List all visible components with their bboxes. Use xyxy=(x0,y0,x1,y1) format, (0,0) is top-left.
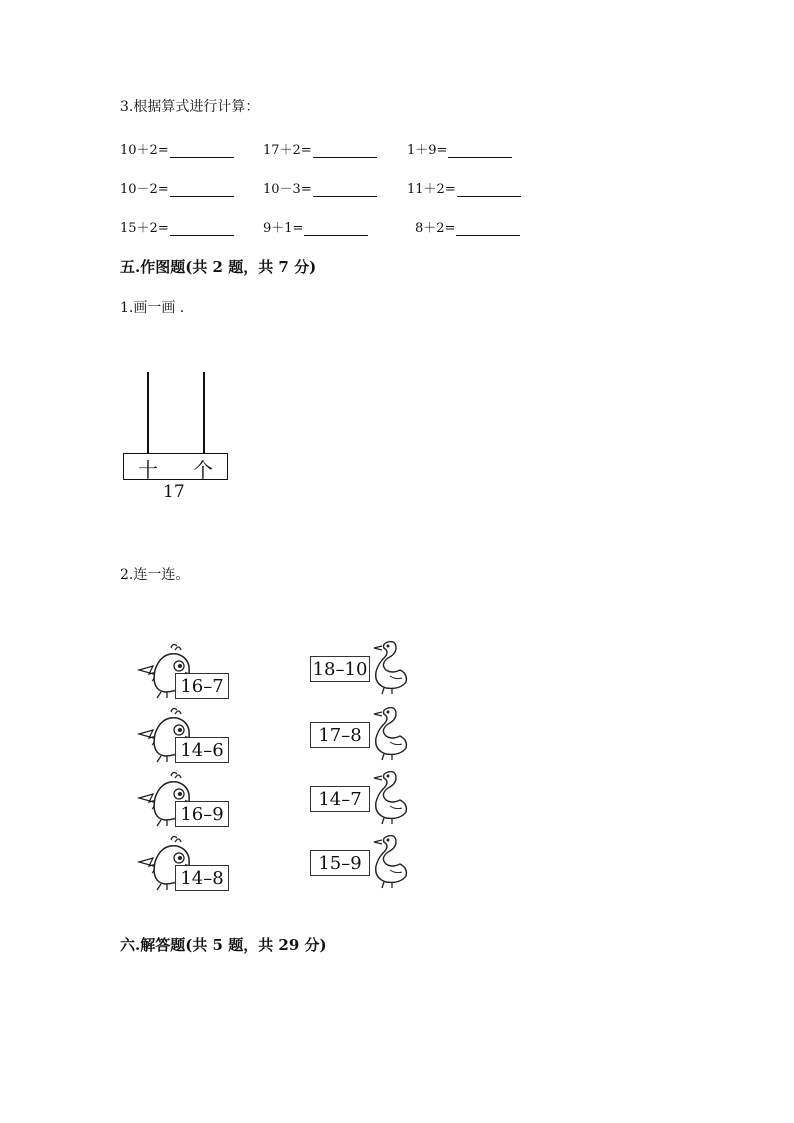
equation xyxy=(120,178,234,197)
abacus-number: 17 xyxy=(163,482,185,502)
answer-blank[interactable] xyxy=(170,223,234,236)
equation xyxy=(263,139,377,158)
bird-expression: 16–9 xyxy=(175,801,229,827)
q2-title: 2.连一连。 xyxy=(120,567,190,583)
tens-rod xyxy=(147,372,149,454)
answer-blank[interactable] xyxy=(304,223,368,236)
bird-card[interactable] xyxy=(135,640,230,700)
section6-title: 六.解答题(共 5 题，共 29 分) xyxy=(120,936,327,954)
bird-expression: 16–7 xyxy=(175,673,229,699)
answer-blank[interactable] xyxy=(170,145,234,158)
equation xyxy=(120,217,234,236)
section5-title: 五.作图题(共 2 题，共 7 分) xyxy=(120,258,317,276)
answer-blank[interactable] xyxy=(170,184,234,197)
bird-card[interactable] xyxy=(135,704,230,764)
equation xyxy=(263,178,377,197)
equation-text: 15＋2= xyxy=(120,221,169,236)
equation-text: 9＋1= xyxy=(263,221,304,236)
goose-icon xyxy=(370,638,410,696)
answer-blank[interactable] xyxy=(313,184,377,197)
ones-rod xyxy=(203,372,205,454)
equation-text: 11＋2= xyxy=(407,182,456,197)
goose-expression: 17–8 xyxy=(310,722,370,748)
q1-title: 1.画一画 . xyxy=(120,300,185,316)
bird-expression: 14–6 xyxy=(175,737,229,763)
equation xyxy=(407,139,512,158)
goose-card[interactable] xyxy=(310,832,410,890)
goose-expression: 15–9 xyxy=(310,850,370,876)
answer-blank[interactable] xyxy=(313,145,377,158)
equation xyxy=(120,139,234,158)
answer-blank[interactable] xyxy=(457,184,521,197)
equation xyxy=(263,217,368,236)
equation-text: 8＋2= xyxy=(415,221,456,236)
equation-text: 10－2= xyxy=(120,182,169,197)
answer-blank[interactable] xyxy=(456,223,520,236)
goose-expression: 14–7 xyxy=(310,786,370,812)
tens-label: 十 xyxy=(138,458,158,482)
bird-card[interactable] xyxy=(135,832,230,892)
goose-icon xyxy=(370,704,410,762)
equation-text: 10－3= xyxy=(263,182,312,197)
answer-blank[interactable] xyxy=(448,145,512,158)
bird-card[interactable] xyxy=(135,768,230,828)
equation xyxy=(407,178,521,197)
goose-icon xyxy=(370,832,410,890)
equation-text: 1＋9= xyxy=(407,143,448,158)
q3-title: 3.根据算式进行计算： xyxy=(120,99,260,115)
goose-card[interactable] xyxy=(310,768,410,826)
ones-label: 个 xyxy=(193,458,213,482)
equation-text: 10＋2= xyxy=(120,143,169,158)
equation xyxy=(415,217,520,236)
equation-text: 17＋2= xyxy=(263,143,312,158)
goose-expression: 18–10 xyxy=(310,656,370,682)
bird-expression: 14–8 xyxy=(175,865,229,891)
goose-icon xyxy=(370,768,410,826)
goose-card[interactable] xyxy=(310,704,410,762)
goose-card[interactable] xyxy=(310,638,410,696)
